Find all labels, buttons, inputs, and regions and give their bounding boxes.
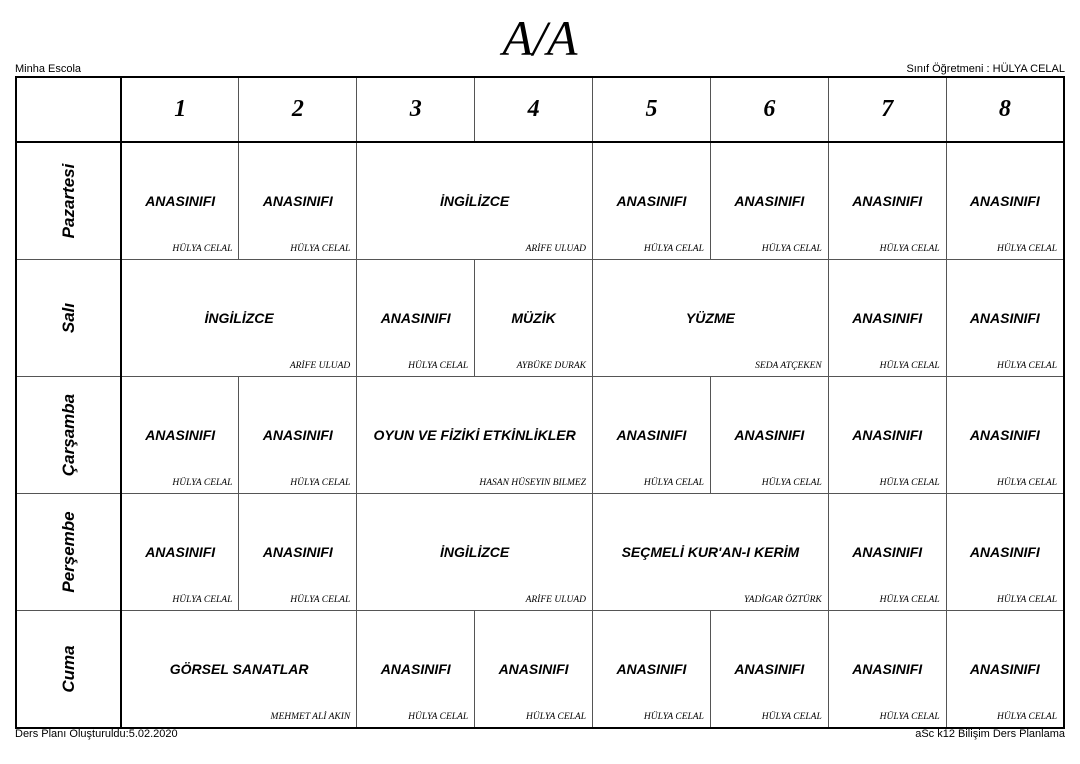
lesson-teacher: HÜLYA CELAL xyxy=(290,478,351,488)
lesson-cell xyxy=(239,142,357,260)
period-header-row xyxy=(16,77,1064,142)
lesson-teacher: HÜLYA CELAL xyxy=(172,244,233,254)
lesson-teacher: ARİFE ULUAD xyxy=(289,361,351,371)
lesson-cell xyxy=(357,611,475,729)
lesson-cell xyxy=(593,142,711,260)
lesson-subject: ANASINIFI xyxy=(380,310,451,326)
corner-cell xyxy=(16,77,121,142)
lesson-subject: ANASINIFI xyxy=(852,544,923,560)
lesson-cell xyxy=(593,494,829,611)
day-label: Cuma xyxy=(58,645,78,693)
lesson-subject: ANASINIFI xyxy=(616,661,687,677)
lesson-cell xyxy=(828,260,946,377)
lesson-subject: YÜZME xyxy=(685,310,735,326)
lesson-teacher: ARİFE ULUAD xyxy=(525,595,586,605)
day-cell xyxy=(16,377,121,494)
day-row xyxy=(16,494,1064,611)
lesson-teacher: HÜLYA CELAL xyxy=(879,361,940,371)
lesson-cell xyxy=(828,377,946,494)
school-name: Minha Escola xyxy=(15,63,82,75)
lesson-cell xyxy=(710,142,828,260)
lesson-cell xyxy=(121,377,239,494)
lesson-subject: ANASINIFI xyxy=(969,427,1040,443)
lesson-cell xyxy=(357,142,593,260)
day-row xyxy=(16,142,1064,260)
lesson-subject: OYUN VE FİZİKİ ETKİNLİKLER xyxy=(373,427,576,443)
lesson-teacher: HÜLYA CELAL xyxy=(997,478,1057,488)
lesson-subject: ANASINIFI xyxy=(145,193,216,209)
lesson-cell xyxy=(239,377,357,494)
lesson-subject: ANASINIFI xyxy=(262,544,333,560)
lesson-subject: ANASINIFI xyxy=(734,661,805,677)
lesson-cell xyxy=(946,142,1064,260)
lesson-teacher: HÜLYA CELAL xyxy=(879,595,940,605)
lesson-subject: GÖRSEL SANATLAR xyxy=(169,661,309,677)
lesson-teacher: HÜLYA CELAL xyxy=(761,712,822,722)
created-date: Ders Planı Oluşturuldu:5.02.2020 xyxy=(15,728,178,740)
page-title: A/A xyxy=(502,10,578,66)
day-cell xyxy=(16,142,121,260)
lesson-cell xyxy=(357,494,593,611)
lesson-teacher: ARİFE ULUAD xyxy=(525,244,586,254)
lesson-subject: ANASINIFI xyxy=(852,661,923,677)
lesson-subject: ANASINIFI xyxy=(852,427,923,443)
lesson-subject: ANASINIFI xyxy=(734,193,805,209)
lesson-subject: ANASINIFI xyxy=(852,310,923,326)
lesson-teacher: AYBÜKE DURAK xyxy=(516,361,586,371)
lesson-subject: ANASINIFI xyxy=(969,544,1040,560)
day-cell xyxy=(16,611,121,729)
lesson-cell xyxy=(946,377,1064,494)
lesson-subject: ANASINIFI xyxy=(852,193,923,209)
lesson-teacher: HÜLYA CELAL xyxy=(997,244,1057,254)
lesson-cell xyxy=(946,260,1064,377)
lesson-teacher: HÜLYA CELAL xyxy=(879,244,940,254)
lesson-subject: ANASINIFI xyxy=(969,661,1040,677)
lesson-teacher: HÜLYA CELAL xyxy=(761,244,822,254)
lesson-teacher: HÜLYA CELAL xyxy=(997,361,1057,371)
lesson-teacher: HÜLYA CELAL xyxy=(290,595,351,605)
lesson-teacher: HÜLYA CELAL xyxy=(643,478,704,488)
lesson-teacher: HÜLYA CELAL xyxy=(643,244,704,254)
lesson-cell xyxy=(593,611,711,729)
lesson-subject: ANASINIFI xyxy=(380,661,451,677)
lesson-teacher: YADİGAR ÖZTÜRK xyxy=(744,595,822,605)
class-teacher: Sınıf Öğretmeni : HÜLYA CELAL xyxy=(906,63,1065,75)
lesson-teacher: MEHMET ALİ AKIN xyxy=(270,712,351,722)
lesson-subject: İNGİLİZCE xyxy=(204,310,274,326)
lesson-subject: MÜZİK xyxy=(511,310,556,326)
period-header: 5 xyxy=(593,77,711,142)
lesson-cell xyxy=(946,494,1064,611)
day-cell xyxy=(16,494,121,611)
lesson-cell xyxy=(475,611,593,729)
lesson-subject: ANASINIFI xyxy=(145,544,216,560)
lesson-teacher: HÜLYA CELAL xyxy=(408,712,469,722)
lesson-subject: ANASINIFI xyxy=(969,310,1040,326)
lesson-teacher: HÜLYA CELAL xyxy=(290,244,351,254)
lesson-subject: ANASINIFI xyxy=(145,427,216,443)
lesson-subject: İNGİLİZCE xyxy=(440,544,510,560)
lesson-cell xyxy=(121,494,239,611)
lesson-cell xyxy=(710,611,828,729)
day-cell xyxy=(16,260,121,377)
day-label: Perşembe xyxy=(58,511,78,593)
timetable xyxy=(15,76,1065,729)
day-label: Pazartesi xyxy=(58,163,78,239)
lesson-cell xyxy=(121,260,357,377)
day-row xyxy=(16,377,1064,494)
lesson-teacher: HASAN HÜSEYIN BILMEZ xyxy=(479,478,586,488)
lesson-subject: ANASINIFI xyxy=(969,193,1040,209)
lesson-cell xyxy=(828,611,946,729)
day-label: Çarşamba xyxy=(58,393,78,477)
lesson-subject: ANASINIFI xyxy=(734,427,805,443)
lesson-cell xyxy=(475,260,593,377)
period-header: 2 xyxy=(239,77,357,142)
lesson-subject: ANASINIFI xyxy=(616,427,687,443)
lesson-cell xyxy=(710,377,828,494)
lesson-teacher: HÜLYA CELAL xyxy=(643,712,704,722)
lesson-teacher: HÜLYA CELAL xyxy=(997,595,1057,605)
lesson-teacher: HÜLYA CELAL xyxy=(879,478,940,488)
lesson-subject: ANASINIFI xyxy=(262,427,333,443)
lesson-cell xyxy=(121,611,357,729)
period-header: 4 xyxy=(475,77,593,142)
lesson-subject: İNGİLİZCE xyxy=(440,193,510,209)
lesson-teacher: HÜLYA CELAL xyxy=(879,712,940,722)
lesson-cell xyxy=(828,142,946,260)
software-credit: aSc k12 Bilişim Ders Planlama xyxy=(915,728,1065,740)
lesson-cell xyxy=(593,260,829,377)
day-row xyxy=(16,611,1064,729)
lesson-subject: SEÇMELİ KUR'AN-I KERİM xyxy=(621,544,800,560)
lesson-subject: ANASINIFI xyxy=(616,193,687,209)
lesson-teacher: SEDA ATÇEKEN xyxy=(755,361,822,371)
period-header: 6 xyxy=(710,77,828,142)
lesson-teacher: HÜLYA CELAL xyxy=(172,478,233,488)
lesson-cell xyxy=(946,611,1064,729)
lesson-teacher: HÜLYA CELAL xyxy=(408,361,469,371)
period-header: 3 xyxy=(357,77,475,142)
lesson-teacher: HÜLYA CELAL xyxy=(172,595,233,605)
lesson-cell xyxy=(121,142,239,260)
period-header: 1 xyxy=(121,77,239,142)
lesson-teacher: HÜLYA CELAL xyxy=(997,712,1057,722)
lesson-cell xyxy=(239,494,357,611)
period-header: 8 xyxy=(946,77,1064,142)
lesson-teacher: HÜLYA CELAL xyxy=(761,478,822,488)
day-label: Salı xyxy=(58,302,78,334)
lesson-subject: ANASINIFI xyxy=(262,193,333,209)
period-header: 7 xyxy=(828,77,946,142)
day-row xyxy=(16,260,1064,377)
lesson-cell xyxy=(593,377,711,494)
lesson-cell xyxy=(357,260,475,377)
lesson-cell xyxy=(357,377,593,494)
lesson-subject: ANASINIFI xyxy=(498,661,569,677)
lesson-cell xyxy=(828,494,946,611)
lesson-teacher: HÜLYA CELAL xyxy=(526,712,586,722)
